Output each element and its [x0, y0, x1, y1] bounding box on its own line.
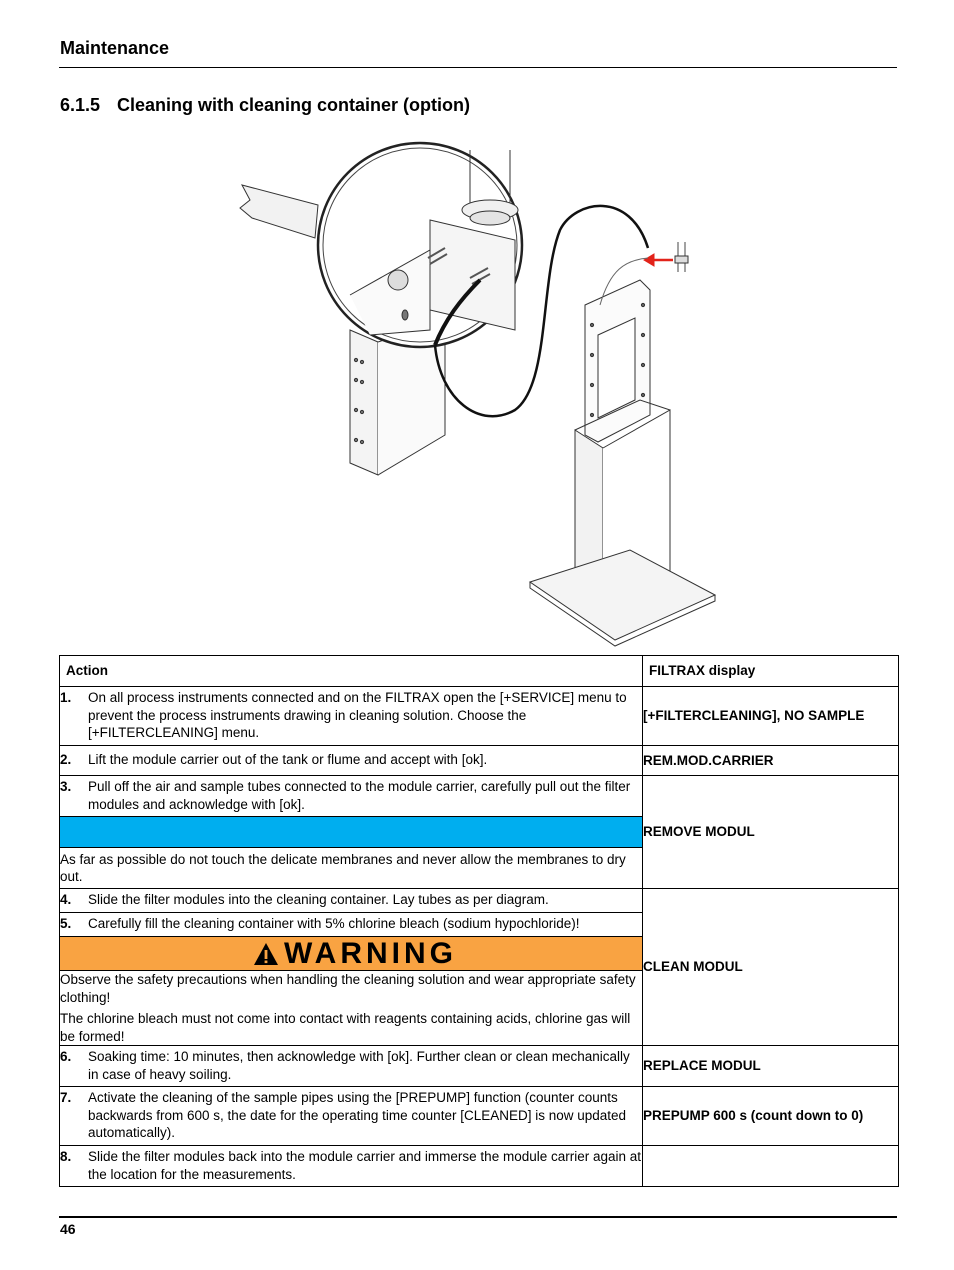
- display-text: REM.MOD.CARRIER: [643, 746, 899, 776]
- notice-bar: [60, 817, 642, 847]
- table-row: [60, 1087, 899, 1146]
- step-text: Activate the cleaning of the sample pipes using the [PREPUMP] function (counter counts backwards from 600 s, the date for the operating time counter [CLEANED] is now updated automatically).: [88, 1090, 627, 1141]
- step-text: Carefully fill the cleaning container with 5% chlorine bleach (sodium hypochloride)!: [88, 916, 580, 932]
- section-heading: Cleaning with cleaning container (option): [117, 95, 471, 115]
- display-text: REMOVE MODUL: [643, 776, 899, 889]
- step-number: 5.: [60, 916, 72, 932]
- table-header-row: [60, 656, 899, 687]
- procedure-table: [59, 655, 899, 1187]
- cleaning-container-diagram: [230, 130, 730, 650]
- table-row: [60, 1046, 899, 1087]
- column-header-display: FILTRAX display: [643, 656, 899, 687]
- footer-rule: [59, 1216, 897, 1218]
- step-text: Slide the filter modules back into the module carrier and immerse the module carrier again at the location for the measurements.: [88, 1149, 642, 1182]
- step-text: On all process instruments connected and on the FILTRAX open the [+SERVICE] menu to prevent the process instruments drawing in cleaning solution. Choose the [+FILTERCLEANING] menu.: [88, 690, 627, 741]
- step-text: Slide the filter modules into the cleaning container. Lay tubes as per diagram.: [88, 892, 549, 908]
- table-row: [60, 687, 899, 746]
- page-number: 46: [60, 1221, 76, 1237]
- section-title: [60, 95, 470, 116]
- column-header-action: Action: [60, 656, 643, 687]
- table-row: [60, 746, 899, 776]
- display-text: [+FILTERCLEANING], NO SAMPLE: [643, 687, 899, 746]
- step-text: Pull off the air and sample tubes connected to the module carrier, carefully pull out the filter modules and acknowledge with [ok].: [88, 779, 631, 812]
- display-text: PREPUMP 600 s (count down to 0): [643, 1087, 899, 1146]
- step-number: 3.: [60, 779, 72, 794]
- section-number: 6.1.5: [60, 95, 101, 115]
- step-number: 2.: [60, 752, 72, 768]
- notice-text: As far as possible do not touch the delicate membranes and never allow the membranes to dry out.: [60, 848, 643, 889]
- header-rule: [59, 67, 897, 68]
- step-text: Lift the module carrier out of the tank or flume and accept with [ok].: [88, 752, 488, 768]
- warning-paragraph: Observe the safety precautions when handling the cleaning solution and wear appropriate safety clothing!: [60, 972, 636, 1005]
- display-text: CLEAN MODUL: [643, 889, 899, 1046]
- warning-paragraph: The chlorine bleach must not come into contact with reagents containing acids, chlorine gas will be formed!: [60, 1011, 631, 1044]
- table-row: [60, 776, 899, 817]
- step-text: Soaking time: 10 minutes, then acknowledge with [ok]. Further clean or clean mechanically in case of heavy soiling.: [88, 1049, 630, 1082]
- warning-triangle-icon: [253, 942, 279, 966]
- step-number: 7.: [60, 1090, 72, 1106]
- warning-label: WARNING: [284, 936, 457, 970]
- table-row: [60, 889, 899, 913]
- diagram-svg: [230, 130, 730, 650]
- warning-bar: [60, 937, 642, 970]
- display-text: [643, 1146, 899, 1187]
- step-number: 4.: [60, 892, 72, 908]
- display-text: REPLACE MODUL: [643, 1046, 899, 1087]
- table-row: [60, 1146, 899, 1187]
- step-number: 8.: [60, 1149, 72, 1164]
- page-header-title: Maintenance: [60, 38, 170, 58]
- step-number: 6.: [60, 1049, 72, 1064]
- step-number: 1.: [60, 690, 72, 706]
